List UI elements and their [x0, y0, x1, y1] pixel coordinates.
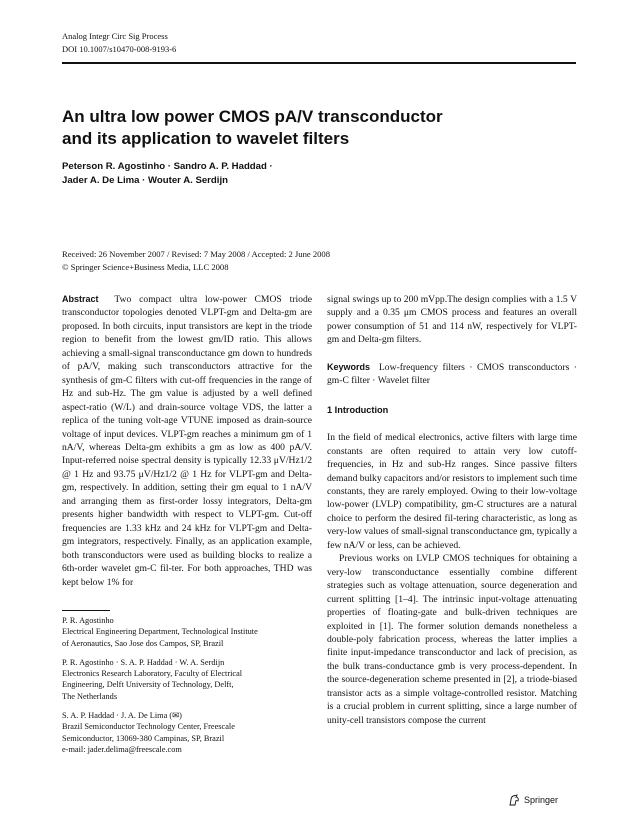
publisher-logo — [508, 794, 558, 806]
affiliation-address: Electrical Engineering Department, Technological Institute — [62, 627, 258, 637]
paper-title — [62, 106, 522, 150]
copyright-notice: © Springer Science+Business Media, LLC 2008 — [62, 261, 229, 272]
left-column — [62, 293, 312, 589]
journal-name: Analog Integr Circ Sig Process — [62, 31, 168, 41]
affiliation-address: Engineering, Delft University of Technology, Delft, — [62, 680, 234, 690]
affiliation-email[interactable]: e-mail: jader.delima@freescale.com — [62, 744, 182, 754]
abstract — [62, 293, 312, 589]
authors-line-2: Jader A. De Lima · Wouter A. Serdijn — [62, 174, 228, 186]
affiliation-address: The Netherlands — [62, 691, 118, 701]
affiliation-address: Semiconductor, 13069-380 Campinas, SP, Brazil — [62, 733, 225, 743]
springer-horse-icon — [508, 794, 520, 806]
affiliation-address: Brazil Semiconductor Technology Center, Freescale — [62, 722, 235, 732]
publication-history — [62, 248, 576, 273]
affiliation-authors: P. R. Agostinho · S. A. P. Haddad · W. A. Serdijn — [62, 657, 225, 667]
keywords-label: Keywords — [327, 361, 371, 372]
title-line-2: and its application to wavelet filters — [62, 129, 350, 148]
keywords-text: Low-frequency filters · CMOS transconductors · gm-C filter · Wavelet filter — [327, 361, 578, 387]
intro-paragraph-2: Previous works on LVLP CMOS techniques for obtaining a very-low transconductance essentially combine different strategies such as voltage attenuation, source degeneration and current splitting [1–4]. The intrinsic input-voltage attenuating properties of floating-gate and bulk-driven techniques are exploited in [1]. The former solution demands nonetheless a double-poly fabrication process, whereas the latter implies a finite input-impedance transconductor and lack of precision, as the bulk trans-conductance gmb is very process-dependent. In the source-degeneration scheme presented in [2], a triode-biased transistor acts as a simple voltage-controlled resistor. Matching is a crucial problem in current splitting, since a large number of unity-cell transistors compose the current — [327, 553, 577, 726]
author-list — [62, 160, 422, 187]
title-line-1: An ultra low power CMOS pA/V transconductor — [62, 107, 443, 126]
abstract-continued: signal swings up to 200 mVpp.The design complies with a 1.5 V supply and a 0.35 μm CMOS process and features an overall power consumption of 51 and 114 nW, respectively for VLPT-gm and Delta-gm filters. — [327, 294, 577, 346]
intro-paragraph-1: In the field of medical electronics, active filters with large time constants are often required to attain very low cutoff-frequencies, in Hz and sub-Hz ranges. Since passive filters demand bulky capacitors and/or resistors to implement such time constants, they are rarely employed. Owing to their low-voltage low-power (LVLP) compatibility, gm-C structures are a natural choice to perform the desired fil-tering characteristic, as long as very-low values of small-signal transconductance gm, typically a few nA/V or less, can be achieved. — [327, 432, 577, 551]
authors-line-1: Peterson R. Agostinho · Sandro A. P. Haddad · — [62, 161, 273, 172]
affiliations — [62, 615, 312, 763]
affiliation-authors: P. R. Agostinho — [62, 616, 114, 625]
footnote-rule — [62, 610, 110, 611]
affiliation-address: Electronics Research Laboratory, Faculty of Electrical — [62, 669, 243, 679]
doi: DOI 10.1007/s10470-008-9193-6 — [62, 43, 177, 54]
affiliation — [62, 615, 312, 649]
header-rule — [62, 62, 576, 64]
section-heading: 1 Introduction — [327, 404, 389, 415]
right-column — [327, 293, 577, 727]
received-dates: Received: 26 November 2007 / Revised: 7 May 2008 / Accepted: 2 June 2008 — [62, 249, 331, 259]
affiliation-address: of Aeronautics, Sao Jose dos Campos, SP, Brazil — [62, 638, 224, 648]
affiliation — [62, 657, 312, 702]
publisher-name: Springer — [524, 795, 559, 805]
abstract-label: Abstract — [62, 294, 99, 304]
running-header — [62, 30, 176, 55]
affiliation-authors: S. A. P. Haddad · J. A. De Lima (✉) — [62, 711, 182, 721]
keywords — [327, 361, 577, 388]
affiliation — [62, 710, 312, 755]
abstract-text: Two compact ultra low-power CMOS triode transconductor topologies denoted VLPT-gm and Delta-gm are proposed. In both circuits, input transistors are kept in the triode region to benefit from the lowest gm/ID ratio. This allows achieving a small-signal transconductance gm down to hundreds of pA/V, making such transconductors attractive for the synthesis of gm-C filters with cut-off frequencies in the range of Hz and sub-Hz. The gm value is adjusted by a well defined aspect-ratio (W/L) and drain-source voltage VDS, the latter a replica of the tuning volt-age VTUNE imposed as drain-source voltage of input devices. VLPT-gm reaches a minimum gm of 1 nA/V, whereas Delta-gm exhibits a gm as low as 400 pA/V. Input-referred noise spectral density is typically 12.33 μV/Hz1/2 @ 1 Hz and 93.75 μV/Hz1/2 @ 1 Hz for VLPT-gm and Delta-gm, respectively. In addition, setting their gm equal to 1 nA/V and arranging them as first-order lossy integrators, Delta-gm presents higher bandwidth with respect to VLPT-gm. Cut-off frequencies are 1.33 kHz and 24 kHz for VLPT-gm and Delta-gm integrators, respectively. Finally, as an application example, both transconductors were used as building blocks to realize a 6th-order wavelet gm-C fil-ter. For both approaches, THD was kept below 1% for — [62, 294, 313, 588]
